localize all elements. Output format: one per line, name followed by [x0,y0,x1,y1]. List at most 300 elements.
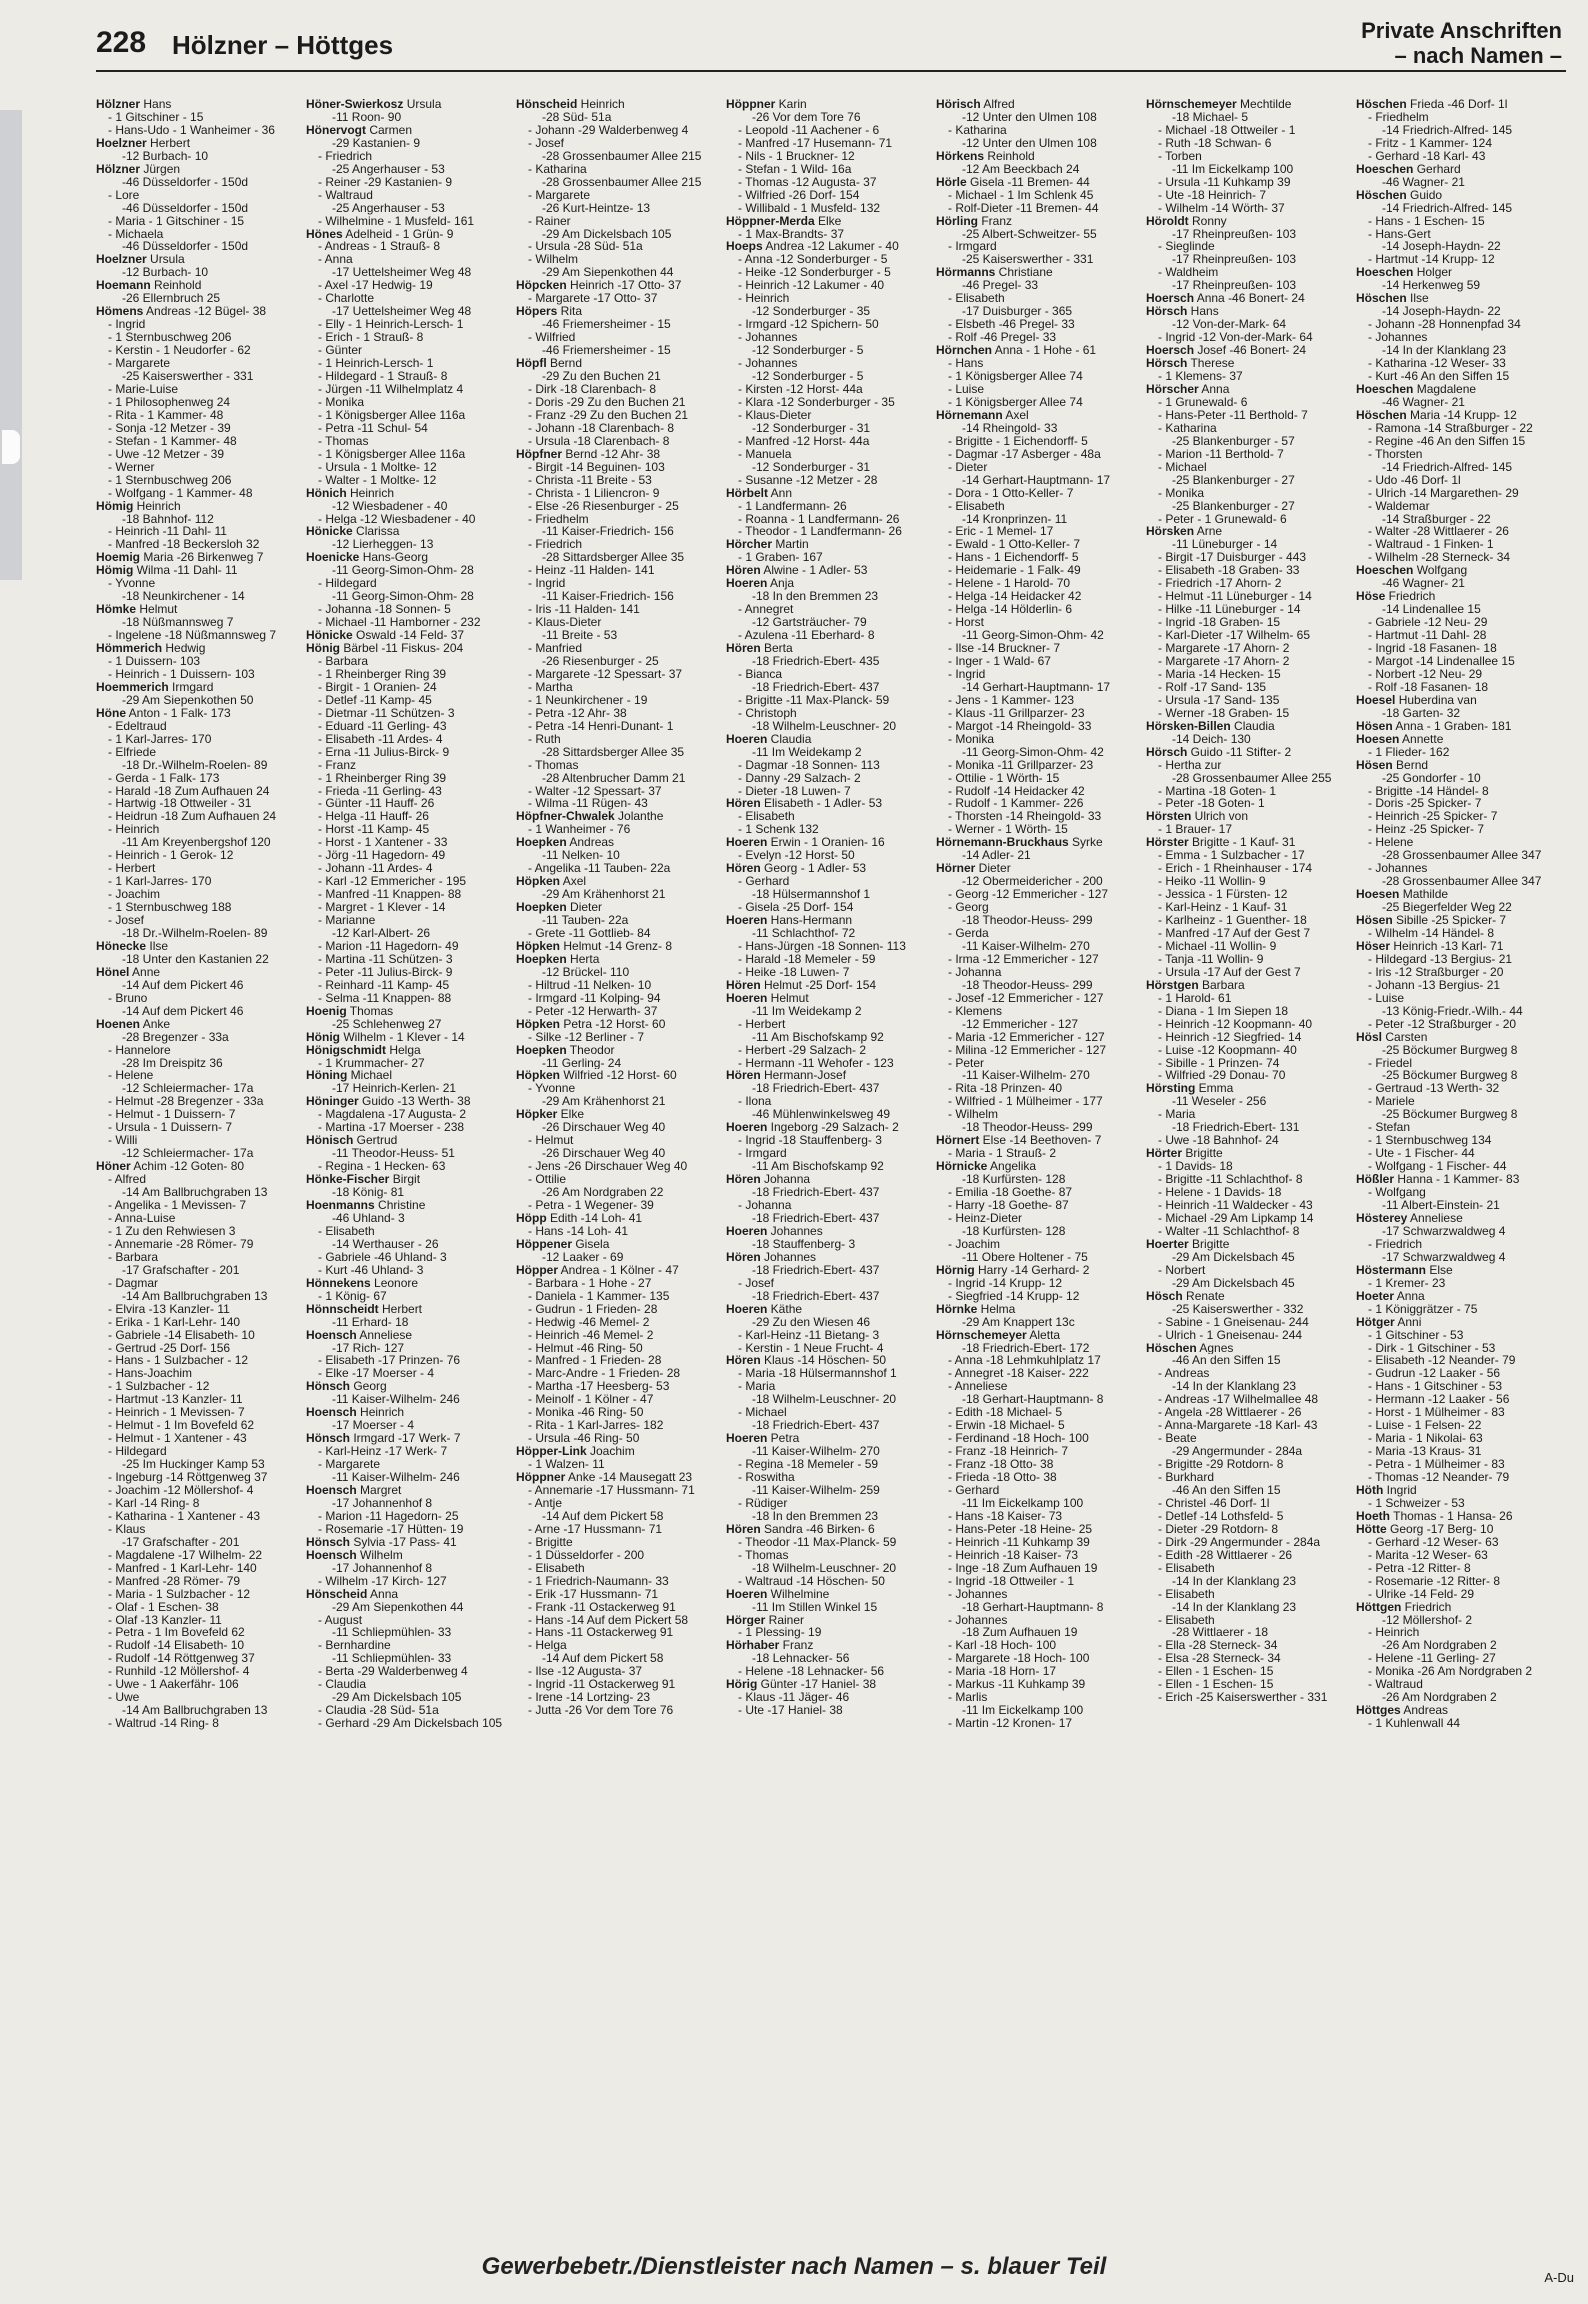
directory-entry: -12 Unter den Ulmen 108 [962,136,1097,150]
entry-surname: Hörnschemeyer [1146,98,1237,111]
directory-entry: - Luise [948,382,985,396]
directory-entry: -11 Obere Holtener - 75 [962,1250,1088,1264]
directory-entry: -14 Am Ballbruchgraben 13 [122,1704,268,1718]
directory-entry: -26 Vor dem Tore 76 [752,110,861,124]
entry-surname: Hören [726,1250,761,1264]
directory-entry: - 1 Grunewald- 6 [1158,395,1248,409]
directory-entry: -14 Friedrich-Alfred- 145 [1382,201,1513,215]
directory-entry: - Marita -12 Weser- 63 [1368,1548,1488,1562]
directory-entry: - Manfred -12 Horst- 44a [738,434,870,448]
directory-entry: Hörsken Arne [1146,525,1223,539]
directory-entry: - Elfriede [108,745,157,759]
directory-entry: - Ilse -12 Augusta- 37 [528,1665,643,1679]
directory-entry: -46 Düsseldorfer - 150d [122,240,249,254]
directory-entry: -25 Biegerfelder Weg 22 [1382,901,1512,915]
entry-surname: Hömens [96,305,144,319]
directory-entry: - Uwe -18 Bahnhof- 24 [1158,1134,1279,1148]
directory-entry: - Thorsten [1368,447,1423,461]
directory-entry: - Michael -11 Hamborner - 232 [318,616,481,630]
directory-entry: -11 Kaiser-Wilhelm- 270 [962,939,1090,953]
directory-entry: -29 Am Knappert 13c [962,1315,1075,1329]
directory-entry: Hörscher Anna [1146,382,1230,396]
entry-surname: Hösch [1146,1289,1183,1303]
directory-entry: Hoemig Maria -26 Birkenweg 7 [96,551,264,565]
directory-entry: - Heike -18 Luwen- 7 [738,965,850,979]
directory-entry: Hoensch Heinrich [306,1406,405,1420]
directory-entry: -18 Friedrich-Ebert- 131 [1172,1121,1300,1135]
directory-entry: Hören Johanna [726,1173,811,1187]
directory-entry: - Michael [738,1406,787,1420]
directory-entry: - Else -26 Riesenburger - 25 [528,499,679,513]
directory-entry: - Heike -12 Sonderburger - 5 [738,266,891,280]
directory-entry: Hoeps Andrea -12 Lakumer - 40 [726,240,899,254]
directory-entry: Höpper-Link Joachim [516,1445,635,1459]
directory-entry: Höninger Guido -13 Werth- 38 [306,1095,471,1109]
directory-entry: Hönscheid Anna [306,1587,399,1601]
directory-entry: -11 Kaiser-Wilhelm- 270 [752,1445,880,1459]
directory-entry: -18 Friedrich-Ebert- 435 [752,654,880,668]
directory-entry: - Nils - 1 Bruckner- 12 [738,149,855,163]
directory-entry: - Manfred -11 Knappen- 88 [318,888,462,902]
directory-entry: - 1 Rheinberger Ring 39 [318,771,447,785]
directory-entry: - Helene [108,1069,154,1083]
directory-entry: -12 Schleiermacher- 17a [122,1082,254,1096]
directory-entry: -18 In den Bremmen 23 [752,590,879,604]
page-title: Hölzner – Höttges [172,30,394,60]
directory-entry: - Horst - 1 Mülheimer - 83 [1368,1406,1505,1420]
directory-entry: - Joachim [948,1237,1001,1251]
directory-entry: Hoeter Anna [1356,1289,1425,1303]
directory-entry: - Elly - 1 Heinrich-Lersch- 1 [318,318,464,332]
entry-surname: Hölzner [96,98,141,111]
directory-entry: - Ruth [528,732,561,746]
directory-entry: - Karl -14 Ring- 8 [108,1496,200,1510]
directory-entry: - Irma -12 Emmericher - 127 [948,952,1099,966]
directory-entry: Hötger Anni [1356,1315,1422,1329]
directory-entry: -11 Georg-Simon-Ohm- 28 [332,590,474,604]
directory-entry: -18 Bahnhof- 112 [122,512,214,526]
directory-entry: -11 Gerling- 24 [542,1056,622,1070]
entry-surname: Hoeth [1356,1509,1390,1523]
directory-entry: - Hans-Peter -18 Heine- 25 [948,1522,1093,1536]
entry-surname: Hoesen [1356,732,1400,746]
directory-entry: Hönecke Ilse [96,939,169,953]
directory-entry: - Michael [1158,460,1207,474]
directory-entry: - Heinrich [738,292,790,306]
directory-entry: Höpcken Heinrich -17 Otto- 37 [516,279,682,293]
directory-entry: - Horst [948,616,984,630]
directory-entry: - Diana - 1 Im Siepen 18 [1158,1004,1289,1018]
entry-surname: Höpken [516,1069,561,1083]
directory-entry: -12 Sonderburger - 5 [752,370,864,383]
directory-entry: - Brigitte [528,1535,573,1549]
directory-entry: -18 Wilhelm-Leuschner- 20 [752,1393,897,1407]
directory-entry: - Kurt -46 Uhland- 3 [318,1263,424,1277]
directory-entry: -14 Lindenallee 15 [1382,603,1481,617]
entry-surname: Höppener [516,1237,573,1251]
directory-entry: - Axel -17 Hedwig- 19 [318,279,433,293]
directory-entry: - Ilona [738,1095,772,1109]
directory-entry: - Maria -12 Emmericher - 127 [948,1030,1105,1044]
directory-entry: - Herbert [108,862,156,876]
directory-entry: -26 Am Nordgraben 2 [1382,1639,1497,1653]
directory-entry: - Helga [528,1639,567,1653]
directory-entry: Hörsting Emma [1146,1082,1234,1096]
directory-entry: - Hans -14 Loh- 41 [528,1224,629,1238]
directory-entry: - Helmut [528,1134,574,1148]
directory-entry: Hoeren Claudia [726,732,812,746]
directory-entry: -14 In der Klanklang 23 [1172,1574,1297,1588]
directory-entry: - Wilfried [528,331,576,345]
directory-entry: Hönich Heinrich [306,486,395,500]
directory-entry: Hötte Georg -17 Berg- 10 [1356,1522,1494,1536]
directory-entry: -28 Grossenbaumer Allee 215 [542,149,702,163]
entry-surname: Hören [726,642,761,655]
directory-entry: - 1 Duissern- 103 [108,654,201,668]
directory-entry: - Hans [948,357,984,371]
directory-entry: -12 Gartsträucher- 79 [752,616,867,630]
directory-entry: - Burkhard [1158,1471,1215,1484]
directory-entry: -25 Kaiserswerther - 331 [962,253,1094,267]
entry-surname: Höschen [1146,1341,1197,1355]
directory-entry: Hören Helmut -25 Dorf- 154 [726,978,877,992]
directory-entry: - Leopold -11 Aachener - 6 [738,123,880,137]
entry-surname: Hoeren [726,1302,768,1316]
entry-surname: Hoersch [1146,292,1195,306]
entry-surname: Höttges [1356,1704,1401,1718]
directory-entry: Hörsten Ulrich von [1146,810,1249,824]
directory-entry: - Elisabeth [318,1224,375,1238]
directory-entry: - Jens - 1 Kammer- 123 [948,693,1075,707]
directory-entry: -28 Grossenbaumer Allee 347 [1382,849,1542,863]
directory-entry: - Regina -18 Memeler - 59 [738,1458,879,1472]
directory-entry: -46 Friemersheimer - 15 [542,318,671,332]
directory-entry: Hörnchen Anna - 1 Hohe - 61 [936,344,1097,358]
directory-entry: - Petra -12 Ritter- 8 [1368,1561,1471,1575]
entry-surname: Hörsch [1146,305,1188,319]
directory-entry: Hoensch Margret [306,1483,402,1497]
entry-surname: Höppner-Merda [726,214,815,228]
directory-column [726,98,936,2208]
directory-entry: - Gerhard -18 Karl- 43 [1368,149,1486,163]
directory-entry: - Reinhard -11 Kamp- 45 [318,978,450,992]
directory-entry: - Ottilie - 1 Wörth- 15 [948,771,1060,785]
directory-entry: Hönicke Clarissa [306,525,400,539]
directory-entry: - Wolfgang [1368,1186,1426,1200]
directory-entry: Hönervogt Carmen [306,123,413,137]
directory-entry: Hösen Sibille -25 Spicker- 7 [1356,914,1507,927]
directory-entry: - Siegfried -14 Krupp- 12 [948,1289,1080,1303]
directory-entry: Hoeschen Gerhard [1356,162,1461,176]
directory-entry: - Erich - 1 Rheinhauser - 174 [1158,862,1313,876]
directory-entry: - Dora - 1 Otto-Keller- 7 [948,486,1074,500]
directory-entry: -11 Theodor-Heuss- 51 [332,1147,455,1161]
directory-entry: - Michael -11 Wollin- 9 [1158,939,1277,953]
directory-entry: Hörhaber Franz [726,1639,814,1653]
directory-entry: - Stefan - 1 Kammer- 48 [108,434,237,448]
entry-surname: Hölzner [96,162,141,176]
directory-entry: - 1 Graben- 167 [738,551,823,565]
directory-entry: - Detlef -14 Lothsfeld- 5 [1158,1509,1284,1523]
directory-entry: - Waltrud -14 Ring- 8 [108,1717,219,1731]
directory-entry: - Klaus-Dieter [528,616,602,630]
directory-entry: -14 In der Klanklang 23 [1382,344,1507,358]
entry-surname: Höpers [516,305,558,319]
directory-entry: -18 Friedrich-Ebert- 172 [962,1341,1090,1355]
directory-entry: - Karl-Dieter -17 Wilhelm- 65 [1158,629,1311,643]
directory-entry: -17 Uettelsheimer Weg 48 [332,266,472,280]
directory-entry: - Karl-Heinz -17 Werk- 7 [318,1445,448,1459]
directory-entry: Hoersch Anna -46 Bonert- 24 [1146,292,1305,306]
directory-entry: -12 Sonderburger - 31 [752,421,871,435]
page-code: A-Du [1544,2270,1574,2285]
directory-entry: - Monika -46 Ring- 50 [528,1406,644,1420]
directory-column [516,98,726,2208]
directory-entry: - Hans -18 Kaiser- 73 [948,1509,1063,1523]
entry-surname: Hörscher [1146,382,1199,396]
section-heading-line2: – nach Namen – [1394,43,1562,68]
directory-entry: - Maria - 1 Strauß- 2 [948,1147,1057,1161]
entry-surname: Hörling [936,214,978,228]
directory-entry: -18 Dr.-Wilhelm-Roelen- 89 [122,758,268,772]
directory-entry: - Karlheinz - 1 Guenther- 18 [1158,914,1307,927]
entry-surname: Höpper-Link [516,1445,587,1459]
directory-entry: -18 Wilhelm-Leuschner- 20 [752,719,897,733]
directory-entry: Hösl Carsten [1356,1030,1428,1044]
directory-entry: -18 Stauffenberg- 3 [752,1237,856,1251]
directory-entry: - Dietmar -11 Schützen- 3 [318,706,455,720]
directory-entry: - Helga -11 Hauff- 26 [318,810,429,824]
entry-surname: Hoeren [726,1587,768,1601]
directory-entry: - Heidrun -18 Zum Aufhauen 24 [108,810,277,824]
directory-entry: - 1 Sternbuschweg 206 [108,331,232,345]
directory-entry: Höner-Swierkosz Ursula [306,98,442,111]
directory-entry: - Gerhard [738,875,790,889]
entry-surname: Hösen [1356,719,1393,733]
directory-entry: - Johannes [1368,862,1428,876]
directory-entry: - Ursula - 1 Duissern- 7 [108,1121,233,1135]
directory-entry: Hößler Hanna - 1 Kammer- 83 [1356,1173,1520,1187]
directory-entry: -18 Hülsermannshof 1 [752,888,871,902]
directory-entry: - Meinolf - 1 Kölner - 47 [528,1393,654,1407]
entry-surname: Hoemmerich [96,680,169,694]
entry-surname: Hönecke [96,939,147,953]
directory-entry: - Katharina [1158,421,1217,435]
directory-entry: Höpper Andrea - 1 Kölner - 47 [516,1263,679,1277]
directory-entry: - Monika -11 Grillparzer- 23 [948,758,1094,772]
directory-entry: Hörnicke Angelika [936,1160,1037,1174]
directory-entry: - Gerda [948,927,989,940]
directory-entry: - Rudolf -14 Heidacker 42 [948,784,1085,798]
directory-entry: - Barbara [318,654,369,668]
entry-surname: Hören [726,1069,761,1083]
entry-surname: Höninger [306,1095,359,1109]
directory-entry: - Helene -18 Lehnacker- 56 [738,1665,885,1679]
directory-entry: - Norbert [1158,1263,1206,1277]
directory-entry: - Emilia -18 Goethe- 87 [948,1186,1073,1200]
directory-entry: - Katharina [948,123,1007,137]
directory-entry: -29 Kastanien- 9 [332,136,421,150]
directory-entry: - Tanja -11 Wollin- 9 [1158,952,1264,966]
directory-entry: Hoeren Hans-Hermann [726,914,853,927]
directory-entry: - Wilfried -29 Donau- 70 [1158,1069,1286,1083]
directory-entry: - Kurt -46 An den Siffen 15 [1368,370,1510,383]
directory-entry: -18 Friedrich-Ebert- 437 [752,1211,880,1225]
entry-surname: Hoeren [726,991,768,1005]
directory-entry: - Claudia -28 Süd- 51a [318,1704,439,1718]
directory-entry: - Heinz-Dieter [948,1211,1023,1225]
directory-entry: - Waldheim [1158,266,1219,280]
directory-entry: - Beate [1158,1432,1197,1446]
directory-entry: - 1 Max-Brandts- 37 [738,227,845,241]
entry-surname: Hoepken [516,901,567,915]
directory-entry: - Uwe - 1 Aakerfähr- 106 [108,1678,239,1692]
directory-entry: -25 Albert-Schweitzer- 55 [962,227,1097,241]
directory-entry: - Ute -17 Haniel- 38 [738,1704,843,1718]
directory-entry: -28 Im Dreispitz 36 [122,1056,223,1070]
directory-entry: - Marianne [318,914,376,927]
page-number: 228 [96,26,147,59]
directory-entry: - Heiko -11 Wollin- 9 [1158,875,1266,889]
directory-entry: Hörbelt Ann [726,486,793,500]
directory-entry: - Ursula -28 Süd- 51a [528,240,643,254]
directory-entry: - Johann -13 Bergius- 21 [1368,978,1501,992]
directory-entry: -11 Kaiser-Friedrich- 156 [542,590,674,604]
directory-entry: -14 Kronprinzen- 11 [962,512,1068,526]
directory-entry: - Marion -11 Hagedorn- 25 [318,1509,459,1523]
directory-entry: - Petra -12 Ahr- 38 [528,706,627,720]
directory-entry: Hörsch Guido -11 Stifter- 2 [1146,745,1292,759]
directory-entry: - Heinrich [1368,1626,1420,1640]
directory-entry: - Margret - 1 Klever - 14 [318,901,446,915]
entry-surname: Hoenicke [306,551,360,565]
directory-entry: - 1 Zu den Rehwiesen 3 [108,1224,236,1238]
directory-entry: - Karl -12 Emmericher - 195 [318,875,467,889]
directory-entry: - Annemarie -17 Hussmann- 71 [528,1483,695,1497]
entry-surname: Hönscheid [516,98,578,111]
directory-entry: -18 Gerhart-Hauptmann- 8 [962,1393,1104,1407]
directory-entry: - Elisabeth [1158,1561,1215,1575]
directory-entry: - Ingrid -11 Ostackerweg 91 [528,1678,676,1692]
directory-entry: - Dirk - 1 Gitschiner - 53 [1368,1341,1496,1355]
directory-entry: Höschen Ilse [1356,292,1429,306]
directory-entry: - 1 Sternbuschweg 206 [108,473,232,487]
directory-entry: - Alfred [108,1173,147,1187]
directory-entry: -12 Am Beeckbach 24 [962,162,1080,176]
directory-entry: - Bernhardine [318,1639,391,1653]
entry-surname: Hönke-Fischer [306,1173,390,1187]
directory-entry: - Helene - 1 Davids- 18 [1158,1186,1282,1200]
directory-entry: -18 Friedrich-Ebert- 437 [752,1263,880,1277]
directory-entry: - Jutta -26 Vor dem Tore 76 [528,1704,674,1718]
directory-entry: -25 Schlehenweg 27 [332,1017,442,1031]
entry-surname: Hoeren [726,732,768,746]
directory-entry: -14 Adler- 21 [962,849,1031,863]
directory-entry: - Ruth -18 Schwan- 6 [1158,136,1272,150]
entry-surname: Hömmerich [96,642,163,655]
entry-surname: Hömig [96,499,134,513]
directory-entry: - 1 Karl-Jarres- 170 [108,732,212,746]
entry-surname: Höne [96,706,126,720]
entry-surname: Hötger [1356,1315,1395,1329]
entry-surname: Hörsch [1146,745,1188,759]
directory-entry: - 1 König- 67 [318,1289,387,1303]
directory-entry: Hoersch Josef -46 Bonert- 24 [1146,344,1307,358]
directory-entry: -14 Friedrich-Alfred- 145 [1382,460,1513,474]
directory-entry: -14 Am Ballbruchgraben 13 [122,1289,268,1303]
directory-entry: -18 Friedrich-Ebert- 437 [752,1082,880,1096]
directory-entry: - Maria - 1 Nikolai- 63 [1368,1432,1483,1446]
directory-entry: -28 Grossenbaumer Allee 215 [542,175,702,189]
directory-entry: - Christoph [738,706,797,720]
directory-entry: Hören Berta [726,642,793,655]
entry-surname: Hönicke [306,629,353,643]
directory-entry: -12 Burbach- 10 [122,266,209,280]
directory-entry: -25 Kaiserswerther - 331 [122,370,254,383]
directory-entry: - 1 Königsberger Allee 116a [318,408,466,422]
directory-entry: - Gerhard -29 Am Dickelsbach 105 [318,1717,503,1731]
directory-entry: - Ursula -17 Auf der Gest 7 [1158,965,1301,979]
directory-entry: - Charlotte [318,292,375,306]
directory-entry: -11 Am Bischofskamp 92 [752,1160,884,1174]
directory-entry: - Josef -12 Emmericher - 127 [948,991,1104,1005]
directory-entry: Hoeren Petra [726,1432,800,1446]
directory-entry: -17 Johannenhof 8 [332,1496,433,1510]
entry-surname: Hörsten [1146,810,1192,824]
directory-entry: - Luise [1368,991,1405,1005]
directory-entry: - Marie-Luise [108,382,179,396]
directory-entry: - Marion -11 Berthold- 7 [1158,447,1284,461]
directory-entry: - Johanna -18 Sonnen- 5 [318,603,451,617]
directory-entry: - Annemarie -28 Römer- 79 [108,1237,254,1251]
directory-entry: - Gabriele -14 Elisabeth- 10 [108,1328,255,1342]
directory-entry: - Ingeburg -14 Röttgenweg 37 [108,1471,268,1484]
directory-entry: -12 Brückel- 110 [542,965,630,979]
directory-entry: - Manfred -18 Beckersloh 32 [108,538,260,552]
entry-surname: Hötte [1356,1522,1387,1536]
directory-entry: - Ursula - 1 Moltke- 12 [318,460,437,474]
entry-surname: Hoersch [1146,344,1195,358]
directory-entry: - Heinrich -12 Lakumer - 40 [738,279,885,293]
directory-entry: - Elisabeth [1158,1613,1215,1627]
directory-entry: Hören Sandra -46 Birken- 6 [726,1522,875,1536]
directory-entry: Hoensch Anneliese [306,1328,413,1342]
directory-entry: Hönnscheidt Herbert [306,1302,423,1316]
directory-entry: -11 Im Eickelkamp 100 [962,1704,1084,1718]
directory-entry: - Hiltrud -11 Nelken- 10 [528,978,652,992]
directory-entry: Höpken Wilfried -12 Horst- 60 [516,1069,677,1083]
directory-entry: - Heinrich [108,823,160,837]
directory-entry: - Maria [1158,1108,1196,1122]
directory-entry: - Ursula -17 Sand- 135 [1158,693,1280,707]
directory-entry: Höppner-Merda Elke [726,214,842,228]
directory-entry: - Heinrich -11 Waldecker - 43 [1158,1199,1313,1212]
directory-entry: - Franz -18 Heinrich- 7 [948,1445,1069,1459]
directory-entry: - Iris -12 Straßburger - 20 [1368,965,1504,979]
entry-surname: Hörnemann-Bruckhaus [936,836,1069,850]
entry-surname: Hönich [306,486,347,500]
directory-entry: - Horst - 1 Xantener - 33 [318,836,448,850]
directory-entry: - Hedwig -46 Memel- 2 [528,1315,650,1329]
directory-entry: - Klaus-Dieter [738,408,812,422]
entry-surname: Hörnschemeyer [936,1328,1027,1342]
directory-entry: - Andreas -17 Wilhelmallee 48 [1158,1393,1319,1407]
directory-entry: - Waltraud [1368,1678,1423,1692]
entry-surname: Höner-Swierkosz [306,98,404,111]
directory-entry: - 1 Neunkirchener - 19 [528,693,648,707]
directory-entry: - Theodor -11 Max-Planck- 59 [738,1535,897,1549]
entry-surname: Hoeren [726,1432,768,1446]
